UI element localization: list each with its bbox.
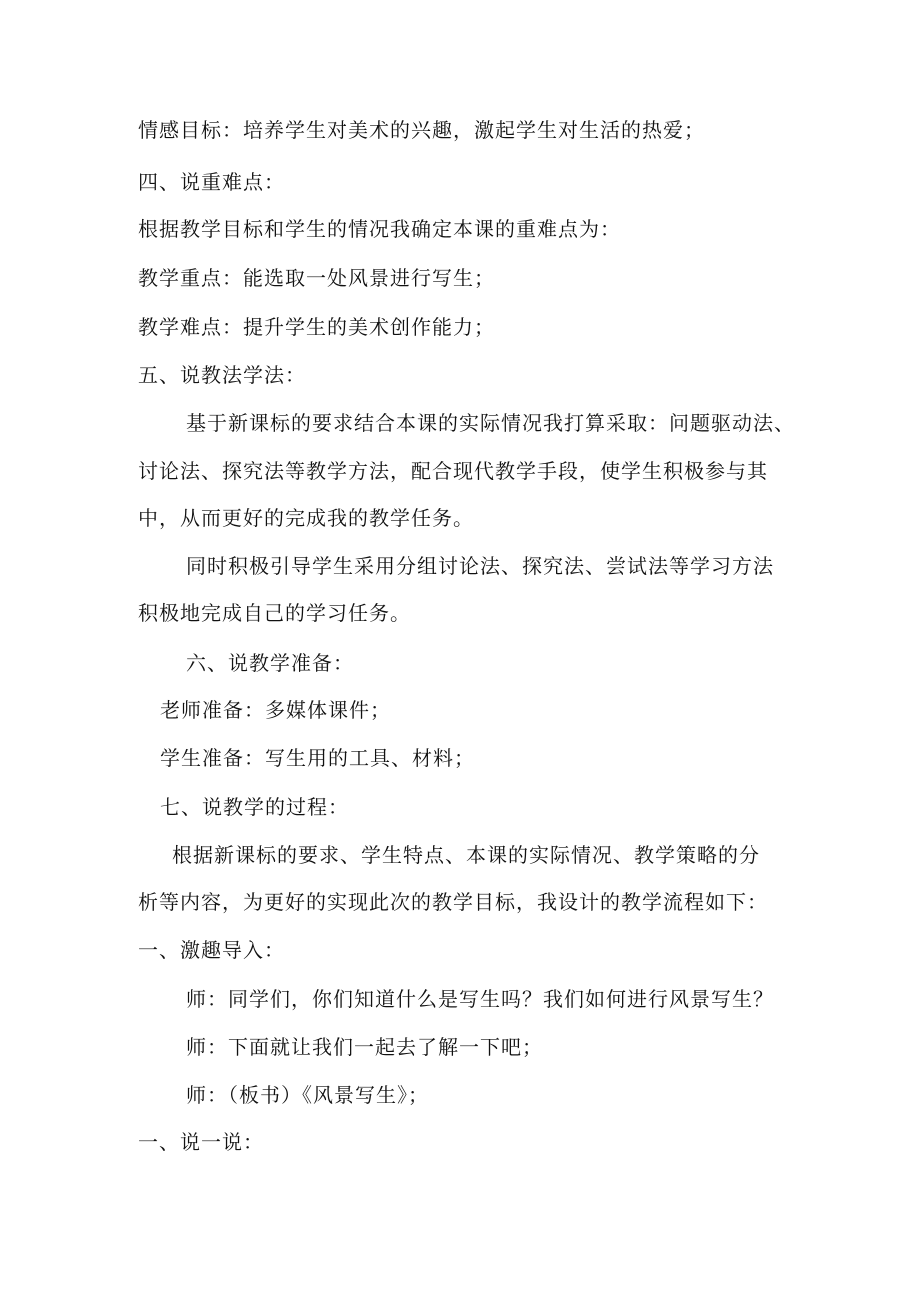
heading-preparation: 六、说教学准备：: [186, 651, 354, 675]
paragraph-process-line-1: 根据新课标的要求、学生特点、本课的实际情况、教学策略的分: [172, 843, 760, 867]
paragraph-methods-line-3: 中，从而更好的完成我的教学任务。: [138, 506, 474, 530]
heading-key-difficulties: 四、说重难点：: [138, 170, 285, 194]
line-teacher-prep: 老师准备：多媒体课件；: [160, 698, 391, 722]
heading-say: 一、说一说：: [138, 1130, 264, 1154]
paragraph-learning-line-1: 同时积极引导学生采用分组讨论法、探究法、尝试法等学习方法: [186, 554, 774, 578]
heading-methods: 五、说教法学法：: [138, 363, 306, 387]
line-teacher-question: 师：同学们，你们知道什么是写生吗？我们如何进行风景写生？: [186, 987, 774, 1011]
line-teacher-invite: 师：下面就让我们一起去了解一下吧；: [186, 1035, 543, 1059]
line-student-prep: 学生准备：写生用的工具、材料；: [160, 746, 475, 770]
line-teacher-board: 师：（板书）《风景写生》；: [186, 1083, 429, 1107]
paragraph-methods-line-2: 讨论法、探究法等教学方法，配合现代教学手段，使学生积极参与其: [138, 459, 768, 483]
line-teaching-difficulty: 教学难点：提升学生的美术创作能力；: [138, 315, 495, 339]
heading-intro: 一、激趣导入：: [138, 938, 285, 962]
paragraph-learning-line-2: 积极地完成自己的学习任务。: [138, 601, 411, 625]
paragraph-process-line-2: 析等内容，为更好的实现此次的教学目标，我设计的教学流程如下：: [138, 890, 768, 914]
line-key-intro: 根据教学目标和学生的情况我确定本课的重难点为：: [138, 217, 621, 241]
line-teaching-focus: 教学重点：能选取一处风景进行写生；: [138, 266, 495, 290]
paragraph-methods-line-1: 基于新课标的要求结合本课的实际情况我打算采取：问题驱动法、: [186, 411, 795, 435]
line-emotion-goal: 情感目标：培养学生对美术的兴趣，激起学生对生活的热爱；: [138, 118, 705, 142]
heading-process: 七、说教学的过程：: [160, 795, 349, 819]
